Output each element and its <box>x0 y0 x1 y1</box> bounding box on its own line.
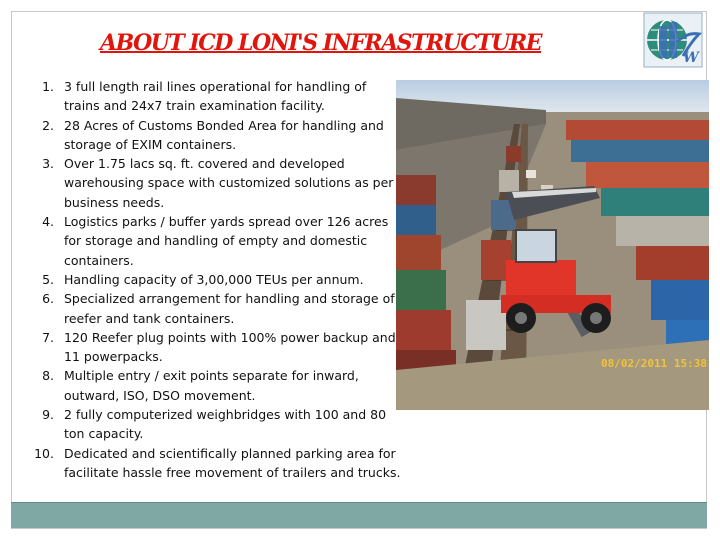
slide-title: ABOUT ICD LONI'S INFRASTRUCTURE <box>100 30 542 56</box>
item-text: Specialized arrangement for handling and storage of reefer and tank containers. <box>64 291 395 326</box>
infrastructure-list <box>18 77 403 482</box>
list-item <box>18 77 403 116</box>
list-item <box>18 270 403 289</box>
footer-bar <box>11 502 707 528</box>
item-text: 2 fully computerized weighbridges with 100 and 80 ton capacity. <box>64 407 387 442</box>
list-item <box>18 154 403 212</box>
item-text: Multiple entry / exit points separate for inward, outward, ISO, DSO movement. <box>64 368 359 403</box>
item-number: 9. <box>42 407 54 423</box>
list-item <box>18 328 403 367</box>
globe-building-logo-icon <box>643 12 703 68</box>
item-text: 3 full length rail lines operational for handling of trains and 24x7 train examination facility. <box>64 79 367 114</box>
svg-text:W: W <box>683 50 699 66</box>
item-number: 10. <box>34 445 54 461</box>
item-number: 4. <box>42 214 54 230</box>
item-number: 2. <box>42 117 54 133</box>
item-text: 28 Acres of Customs Bonded Area for handling and storage of EXIM containers. <box>64 117 384 152</box>
item-number: 1. <box>42 79 54 94</box>
item-text: 120 Reefer plug points with 100% power backup and 11 powerpacks. <box>64 329 396 365</box>
list-item <box>18 405 403 444</box>
item-number: 3. <box>42 156 54 172</box>
item-number: 7. <box>42 329 54 345</box>
item-number: 5. <box>42 271 54 287</box>
list-item <box>18 116 403 155</box>
item-text: Logistics parks / buffer yards spread over 126 acres for storage and handling of empty and domestic containers. <box>64 214 389 268</box>
item-text: Dedicated and scientifically planned parking area for facilitate hassle free movement of trailers and trucks. <box>64 445 401 480</box>
item-number: 8. <box>42 368 54 384</box>
list-item <box>18 289 403 328</box>
item-text: Handling capacity of 3,00,000 TEUs per annum. <box>64 271 364 287</box>
item-number: 6. <box>42 291 54 307</box>
list-item <box>18 366 403 405</box>
container-yard-photo <box>396 80 709 410</box>
item-text: Over 1.75 lacs sq. ft. covered and developed warehousing space with customized solutions as per business needs. <box>64 156 394 210</box>
list-item <box>18 212 403 270</box>
photo-timestamp: 08/02/2011 15:38 <box>601 357 707 370</box>
list-item <box>18 444 403 483</box>
